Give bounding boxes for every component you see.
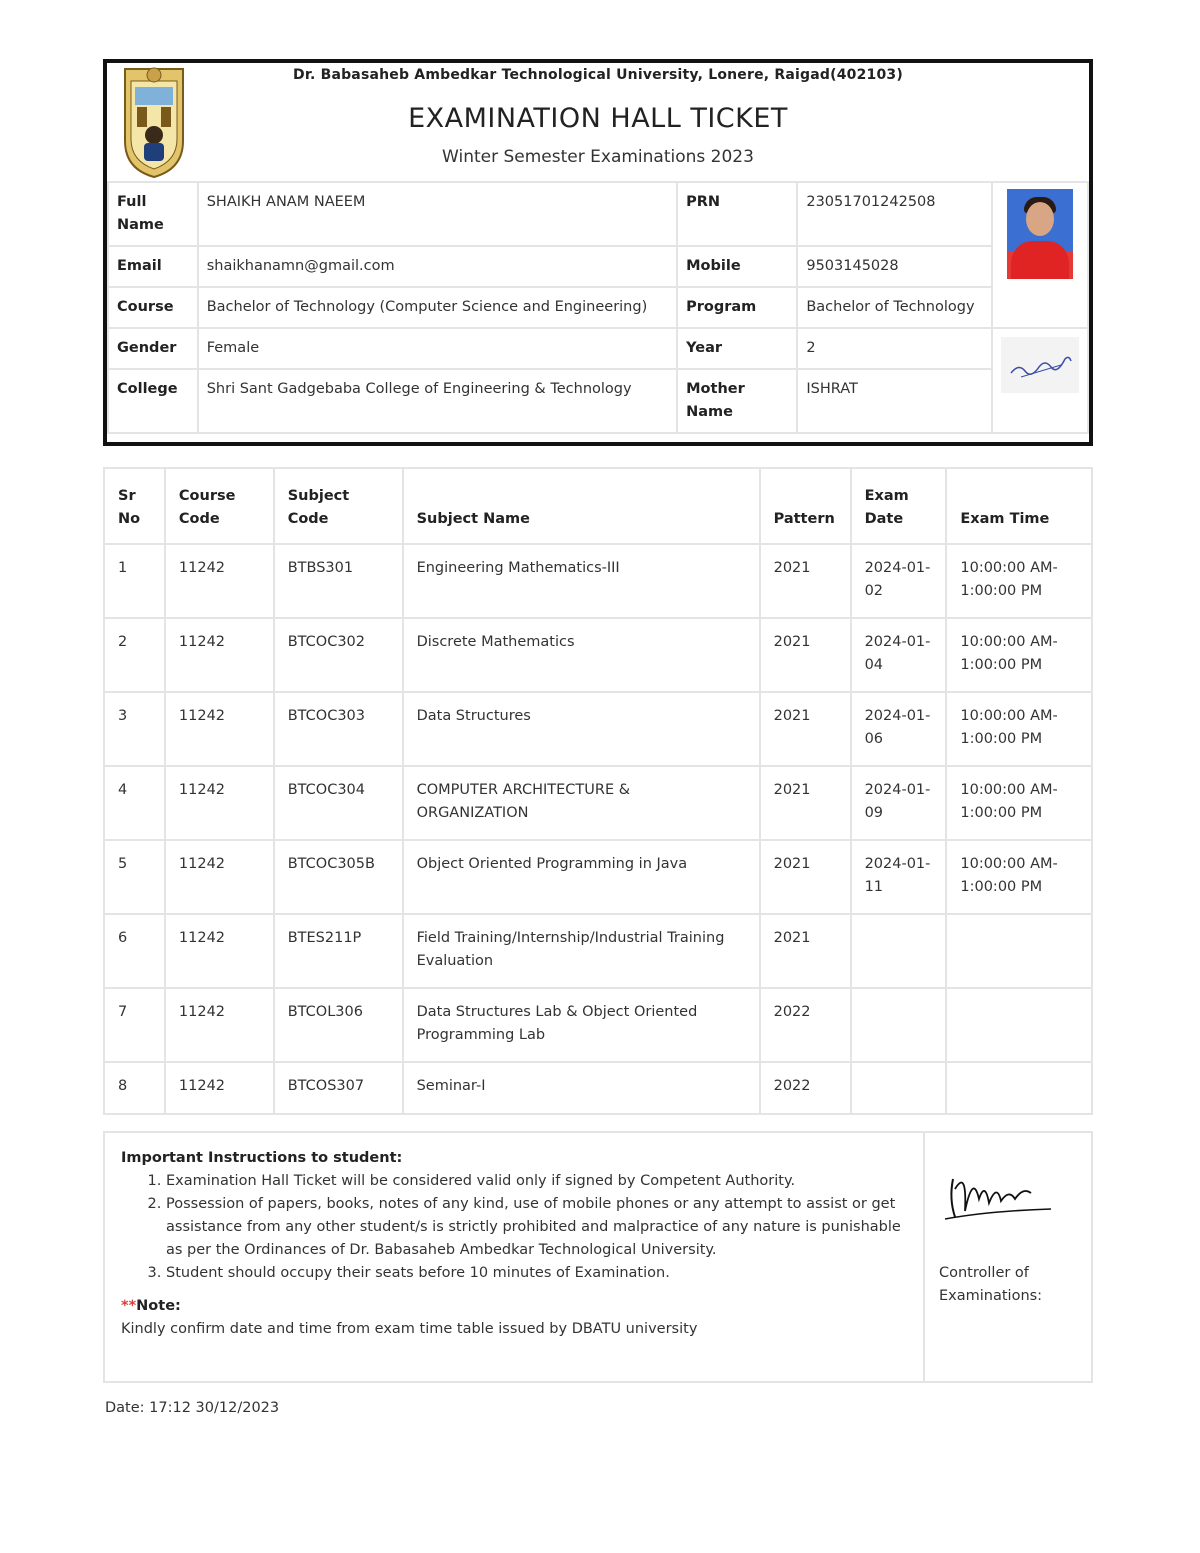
subject-name-cell: Seminar-I — [403, 1062, 760, 1114]
subject-code-cell: BTCOC302 — [274, 618, 403, 692]
subject-code-cell: BTCOC304 — [274, 766, 403, 840]
exam-time-cell: 10:00:00 AM-1:00:00 PM — [946, 544, 1092, 618]
info-row — [108, 328, 1088, 369]
subject-code-cell: BTCOS307 — [274, 1062, 403, 1114]
info-row — [108, 287, 1088, 328]
college-value: Shri Sant Gadgebaba College of Engineering & Technology — [198, 369, 677, 433]
table-row — [104, 840, 1092, 914]
header-subject-code: Subject Code — [274, 468, 403, 544]
instructions-section — [105, 1133, 925, 1381]
page-title: EXAMINATION HALL TICKET — [408, 103, 788, 134]
pattern-cell: 2022 — [760, 988, 851, 1062]
exam-date-cell — [851, 988, 947, 1062]
course-code-cell: 11242 — [165, 766, 274, 840]
course-code-cell: 11242 — [165, 914, 274, 988]
email-label: Email — [108, 246, 198, 287]
table-row — [104, 544, 1092, 618]
print-date: Date: 17:12 30/12/2023 — [105, 1400, 280, 1416]
sr-no-cell: 2 — [104, 618, 165, 692]
subject-code-cell: BTCOC305B — [274, 840, 403, 914]
student-signature-icon — [1001, 337, 1079, 393]
header-pattern: Pattern — [760, 468, 851, 544]
list-item: 1. Examination Hall Ticket will be considered valid only if signed by Competent Authority. — [166, 1170, 907, 1193]
header-exam-date: Exam Date — [851, 468, 947, 544]
course-code-cell: 11242 — [165, 618, 274, 692]
mobile-label: Mobile — [677, 246, 797, 287]
exam-time-cell — [946, 988, 1092, 1062]
sr-no-cell: 1 — [104, 544, 165, 618]
subject-name-cell: Object Oriented Programming in Java — [403, 840, 760, 914]
email-value: shaikhanamn@gmail.com — [198, 246, 677, 287]
course-code-cell: 11242 — [165, 988, 274, 1062]
pattern-cell: 2021 — [760, 766, 851, 840]
sr-no-cell: 8 — [104, 1062, 165, 1114]
table-row — [104, 766, 1092, 840]
header-course-code: Course Code — [165, 468, 274, 544]
pattern-cell: 2021 — [760, 618, 851, 692]
sr-no-cell: 7 — [104, 988, 165, 1062]
exam-date-cell: 2024-01-09 — [851, 766, 947, 840]
table-row — [104, 988, 1092, 1062]
gender-value: Female — [198, 328, 677, 369]
header-sr-no: Sr No — [104, 468, 165, 544]
pattern-cell: 2021 — [760, 840, 851, 914]
course-code-cell: 11242 — [165, 840, 274, 914]
page-subtitle: Winter Semester Examinations 2023 — [442, 147, 754, 167]
table-row — [104, 692, 1092, 766]
header-exam-time: Exam Time — [946, 468, 1092, 544]
photo-cell — [992, 182, 1088, 328]
exam-date-cell — [851, 914, 947, 988]
controller-signature-icon — [939, 1159, 1059, 1234]
mobile-value: 9503145028 — [797, 246, 992, 287]
exam-date-cell: 2024-01-04 — [851, 618, 947, 692]
exam-time-cell: 10:00:00 AM-1:00:00 PM — [946, 766, 1092, 840]
course-label: Course — [108, 287, 198, 328]
subject-code-cell: BTCOC303 — [274, 692, 403, 766]
mother-name-value: ISHRAT — [797, 369, 992, 433]
prn-value: 2305170124250​8 — [797, 182, 992, 246]
info-row — [108, 182, 1088, 246]
exam-time-cell — [946, 914, 1092, 988]
subject-name-cell: Data Structures Lab & Object Oriented Programming Lab — [403, 988, 760, 1062]
exam-time-cell: 10:00:00 AM-1:00:00 PM — [946, 618, 1092, 692]
sr-no-cell: 6 — [104, 914, 165, 988]
subjects-header-row — [104, 468, 1092, 544]
college-label: College — [108, 369, 198, 433]
list-item: 3. Student should occupy their seats before 10 minutes of Examination. — [166, 1262, 907, 1285]
subject-name-cell: Data Structures — [403, 692, 760, 766]
info-row — [108, 369, 1088, 433]
full-name-label: Full Name — [108, 182, 198, 246]
program-label: Program — [677, 287, 797, 328]
pattern-cell: 2022 — [760, 1062, 851, 1114]
course-code-cell: 11242 — [165, 1062, 274, 1114]
subject-name-cell: Discrete Mathematics — [403, 618, 760, 692]
controller-label: Controller of Examinations: — [939, 1265, 1043, 1304]
year-value: 2 — [797, 328, 992, 369]
exam-time-cell: 10:00:00 AM-1:00:00 PM — [946, 692, 1092, 766]
note-label: Note: — [136, 1298, 181, 1314]
controller-section — [925, 1133, 1091, 1381]
table-row — [104, 1062, 1092, 1114]
exam-date-cell: 2024-01-02 — [851, 544, 947, 618]
info-row — [108, 246, 1088, 287]
note-heading — [121, 1295, 907, 1318]
table-row — [104, 914, 1092, 988]
subject-name-cell: Engineering Mathematics-III — [403, 544, 760, 618]
sr-no-cell: 5 — [104, 840, 165, 914]
year-label: Year — [677, 328, 797, 369]
course-value: Bachelor of Technology (Computer Science and Engineering) — [198, 287, 677, 328]
signature-cell — [992, 328, 1088, 433]
note-stars: ** — [121, 1298, 137, 1314]
mother-name-label: Mother Name — [677, 369, 797, 433]
exam-time-cell — [946, 1062, 1092, 1114]
course-code-cell: 11242 — [165, 692, 274, 766]
instructions-list — [166, 1170, 907, 1285]
sr-no-cell: 3 — [104, 692, 165, 766]
exam-date-cell: 2024-01-11 — [851, 840, 947, 914]
header-subject-name: Subject Name — [403, 468, 760, 544]
student-photo — [1007, 189, 1073, 279]
subject-name-cell: COMPUTER ARCHITECTURE & ORGANIZATION — [403, 766, 760, 840]
table-row — [104, 618, 1092, 692]
subject-name-cell: Field Training/Internship/Industrial Training Evaluation — [403, 914, 760, 988]
exam-date-cell — [851, 1062, 947, 1114]
full-name-value: SHAIKH ANAM NAEEM — [198, 182, 677, 246]
list-item: 2. Possession of papers, books, notes of any kind, use of mobile phones or any attempt to assist or get assistance from any other student/s is strictly prohibited and malpractice of any nature is punishable as per the Ordinances of Dr. Babasaheb Ambedkar Technological University. — [166, 1193, 907, 1262]
subject-code-cell: BTCOL306 — [274, 988, 403, 1062]
course-code-cell: 11242 — [165, 544, 274, 618]
exam-time-cell: 10:00:00 AM-1:00:00 PM — [946, 840, 1092, 914]
prn-label: PRN — [677, 182, 797, 246]
student-info-table — [107, 181, 1089, 434]
note-text: Kindly confirm date and time from exam time table issued by DBATU university — [121, 1321, 698, 1337]
sr-no-cell: 4 — [104, 766, 165, 840]
university-name: Dr. Babasaheb Ambedkar Technological University, Lonere, Raigad(402103) — [293, 67, 903, 83]
hall-ticket-header-box — [103, 59, 1093, 446]
pattern-cell: 2021 — [760, 692, 851, 766]
subjects-table — [103, 467, 1093, 1115]
instructions-box — [103, 1131, 1093, 1383]
subject-code-cell: BTBS301 — [274, 544, 403, 618]
pattern-cell: 2021 — [760, 544, 851, 618]
instructions-heading: Important Instructions to student: — [121, 1150, 403, 1166]
gender-label: Gender — [108, 328, 198, 369]
exam-date-cell: 2024-01-06 — [851, 692, 947, 766]
pattern-cell: 2021 — [760, 914, 851, 988]
program-value: Bachelor of Technology — [797, 287, 992, 328]
subject-code-cell: BTES211P — [274, 914, 403, 988]
